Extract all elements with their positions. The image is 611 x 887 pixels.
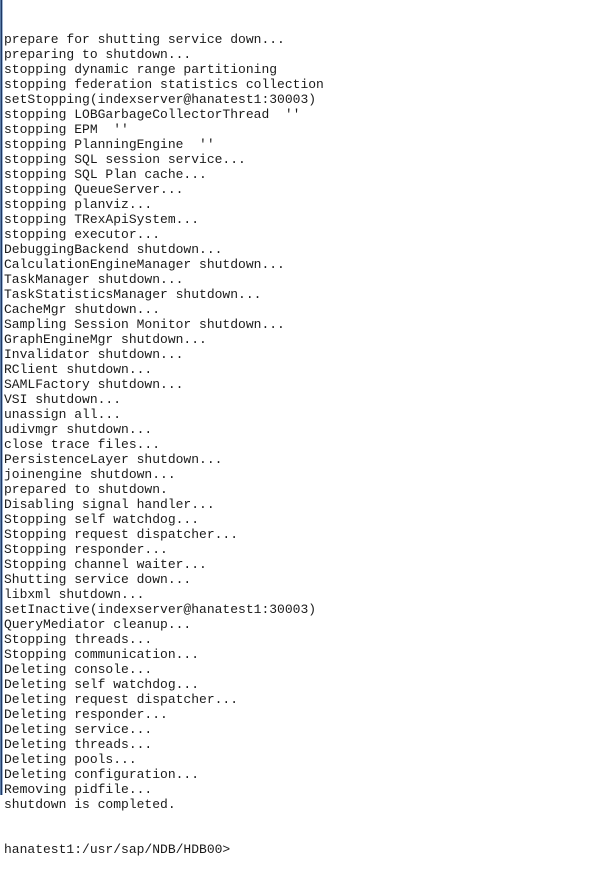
terminal-line: PersistenceLayer shutdown... [4,452,223,467]
terminal-line: Stopping responder... [4,542,168,557]
terminal-line: Sampling Session Monitor shutdown... [4,317,285,332]
terminal-line: Deleting pools... [4,752,137,767]
window-left-border [0,0,3,795]
terminal-line: shutdown is completed. [4,797,176,812]
terminal-line: GraphEngineMgr shutdown... [4,332,207,347]
terminal-line: stopping dynamic range partitioning [4,62,278,77]
terminal-line: Invalidator shutdown... [4,347,184,362]
terminal-line: stopping SQL session service... [4,152,246,167]
terminal-line: stopping EPM '' [4,122,129,137]
terminal-line: TaskManager shutdown... [4,272,184,287]
terminal-line: DebuggingBackend shutdown... [4,242,223,257]
terminal-line: SAMLFactory shutdown... [4,377,184,392]
terminal-line: CacheMgr shutdown... [4,302,161,317]
terminal-line: udivmgr shutdown... [4,422,153,437]
terminal-line: Deleting service... [4,722,153,737]
terminal-line: QueryMediator cleanup... [4,617,192,632]
terminal-line: TaskStatisticsManager shutdown... [4,287,262,302]
terminal-line: Disabling signal handler... [4,497,215,512]
terminal-line: Stopping self watchdog... [4,512,200,527]
terminal-line: joinengine shutdown... [4,467,176,482]
shell-prompt[interactable]: hanatest1:/usr/sap/NDB/HDB00> [4,842,231,857]
terminal-line: stopping LOBGarbageCollectorThread '' [4,107,301,122]
terminal-line: Deleting console... [4,662,153,677]
terminal-line: VSI shutdown... [4,392,122,407]
terminal-line: stopping PlanningEngine '' [4,137,215,152]
terminal-line: Stopping threads... [4,632,153,647]
terminal-line: Removing pidfile... [4,782,153,797]
terminal-line: stopping SQL Plan cache... [4,167,207,182]
terminal-line: close trace files... [4,437,161,452]
terminal-line: stopping QueueServer... [4,182,184,197]
terminal-line: preparing to shutdown... [4,47,192,62]
terminal-line: Deleting threads... [4,737,153,752]
terminal-log-lines [4,32,611,812]
terminal-line: libxml shutdown... [4,587,145,602]
terminal-line: Deleting configuration... [4,767,200,782]
terminal-line: stopping planviz... [4,197,153,212]
terminal-output [4,2,611,887]
terminal-line: Deleting self watchdog... [4,677,200,692]
terminal-line: Deleting responder... [4,707,168,722]
terminal-line: CalculationEngineManager shutdown... [4,257,285,272]
terminal-line: setInactive(indexserver@hanatest1:30003) [4,602,317,617]
terminal-line: stopping executor... [4,227,161,242]
terminal-line: RClient shutdown... [4,362,153,377]
terminal-line: Stopping request dispatcher... [4,527,239,542]
terminal-line: Shutting service down... [4,572,192,587]
terminal-line: stopping TRexApiSystem... [4,212,200,227]
terminal-line: Deleting request dispatcher... [4,692,239,707]
terminal-line: setStopping(indexserver@hanatest1:30003) [4,92,317,107]
terminal-line: Stopping communication... [4,647,200,662]
terminal-line: stopping federation statistics collection [4,77,324,92]
terminal-line: prepared to shutdown. [4,482,168,497]
terminal-line: unassign all... [4,407,122,422]
terminal-line: prepare for shutting service down... [4,32,285,47]
terminal-line: Stopping channel waiter... [4,557,207,572]
